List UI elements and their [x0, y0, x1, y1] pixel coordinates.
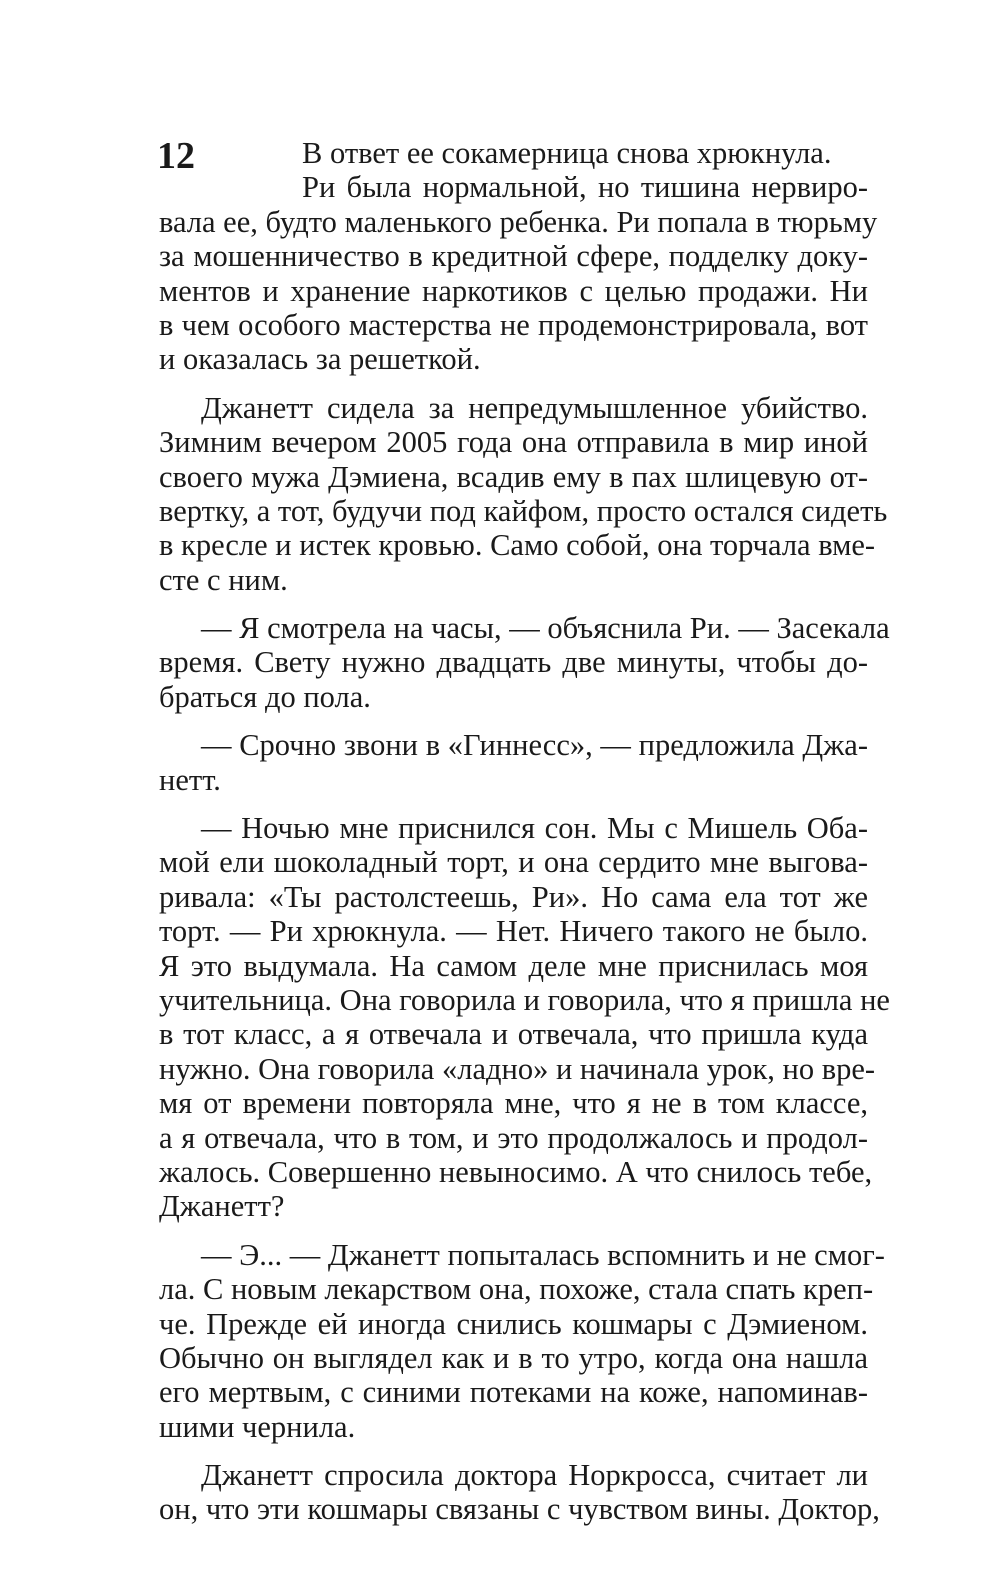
text-line: своего мужа Дэмиена, всадив ему в пах шлицевую от- — [159, 459, 868, 494]
text-line: ла. С новым лекарством она, похоже, стала спать креп- — [159, 1272, 874, 1307]
text-line: — Срочно звони в «Гиннесс», — предложила Джа- — [201, 728, 868, 763]
page-number: 12 — [157, 135, 195, 177]
text-line: его мертвым, с синими потеками на коже, напоминав- — [159, 1375, 868, 1410]
text-line: вертку, а тот, будучи под кайфом, просто остался сидеть — [159, 493, 888, 528]
text-line: Зимним вечером 2005 года она отправила в мир иной — [159, 425, 868, 460]
text-line: че. Прежде ей иногда снились кошмары с Дэмиеном. — [159, 1306, 868, 1341]
text-line: Джанетт сидела за непредумышленное убийство. — [201, 390, 868, 425]
text-line: мя от времени повторяла мне, что я не в том классе, — [159, 1086, 868, 1121]
text-line: и оказалась за решеткой. — [159, 342, 481, 377]
text-line: нетт. — [159, 762, 221, 797]
text-line: ментов и хранение наркотиков с целью продажи. Ни — [159, 273, 868, 308]
text-line: жалось. Совершенно невыносимо. А что снилось тебе, — [159, 1154, 873, 1189]
text-line: Я это выдумала. На самом деле мне приснилась моя — [159, 948, 868, 983]
text-line: нужно. Она говорила «ладно» и начинала урок, но вре- — [159, 1051, 876, 1086]
text-line: шими чернила. — [159, 1409, 356, 1444]
text-line: учительница. Она говорила и говорила, что я пришла не — [159, 982, 890, 1017]
text-line: в кресле и истек кровью. Само собой, она торчала вме- — [159, 528, 876, 563]
text-line: сте с ним. — [159, 562, 288, 597]
body-text — [159, 136, 890, 1527]
text-line: В ответ ее сокамерница снова хрюкнула. — [302, 136, 832, 170]
text-line: торт. — Ри хрюкнула. — Нет. Ничего такого не было. — [159, 914, 868, 949]
text-line: он, что эти кошмары связаны с чувством вины. Доктор, — [159, 1492, 880, 1527]
text-line: ривала: «Ты растолстеешь, Ри». Но сама ела тот же — [159, 879, 868, 914]
text-line: вала ее, будто маленького ребенка. Ри попала в тюрьму — [159, 204, 878, 239]
text-line: в чем особого мастерства не продемонстрировала, вот — [159, 307, 868, 342]
text-line: Обычно он выглядел как и в то утро, когда она нашла — [159, 1340, 868, 1375]
text-line: браться до пола. — [159, 679, 371, 714]
text-line: Ри была нормальной, но тишина нервиро- — [302, 170, 868, 205]
text-line: — Я смотрела на часы, — объяснила Ри. — Засекала — [201, 611, 890, 646]
text-line: время. Свету нужно двадцать две минуты, чтобы до- — [159, 645, 868, 680]
text-line: за мошенничество в кредитной сфере, подделку доку- — [159, 239, 868, 274]
text-line: мой ели шоколадный торт, и она сердито мне выгова- — [159, 845, 868, 880]
text-line: — Э... — Джанетт попыталась вспомнить и не смог- — [201, 1237, 885, 1272]
text-line: Джанетт спросила доктора Норкросса, считает ли — [201, 1458, 868, 1493]
text-line: в тот класс, а я отвечала и отвечала, что пришла куда — [159, 1017, 868, 1052]
text-line: Джанетт? — [159, 1189, 285, 1224]
text-line: а я отвечала, что в том, и это продолжалось и продол- — [159, 1120, 868, 1155]
text-line: — Ночью мне приснился сон. Мы с Мишель Оба- — [201, 811, 868, 846]
